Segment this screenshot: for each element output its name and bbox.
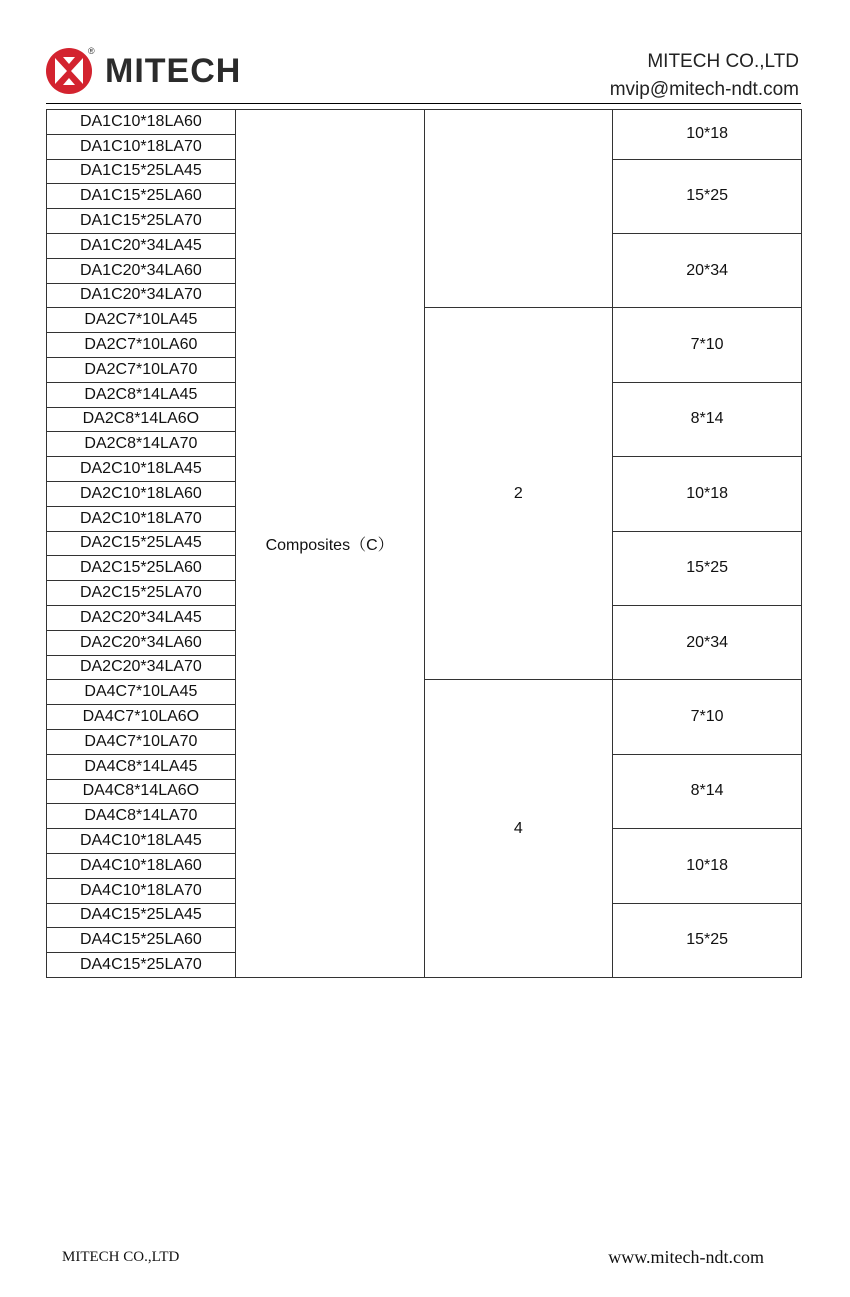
- model-cell: DA4C15*25LA70: [47, 953, 236, 978]
- model-cell: DA2C20*34LA70: [47, 655, 236, 680]
- model-cell: DA2C10*18LA70: [47, 506, 236, 531]
- table-row: [47, 110, 802, 135]
- model-cell: DA1C20*34LA45: [47, 233, 236, 258]
- model-cell: DA2C10*18LA45: [47, 457, 236, 482]
- table-row: [47, 308, 802, 333]
- size-cell: 7*10: [613, 308, 802, 382]
- footer-company-name: MITECH CO.,LTD: [62, 1249, 180, 1265]
- size-cell: 7*10: [613, 680, 802, 754]
- model-cell: DA4C7*10LA45: [47, 680, 236, 705]
- model-cell: DA2C15*25LA45: [47, 531, 236, 556]
- size-cell: 8*14: [613, 754, 802, 828]
- page-header: [0, 0, 850, 104]
- model-cell: DA1C10*18LA60: [47, 110, 236, 135]
- model-cell: DA2C20*34LA60: [47, 630, 236, 655]
- model-cell: DA4C7*10LA6O: [47, 705, 236, 730]
- model-cell: DA4C15*25LA60: [47, 928, 236, 953]
- header-email: mvip@mitech-ndt.com: [609, 79, 799, 100]
- model-cell: DA1C15*25LA70: [47, 209, 236, 234]
- model-cell: DA4C7*10LA70: [47, 729, 236, 754]
- model-cell: DA4C10*18LA45: [47, 829, 236, 854]
- model-cell: DA2C15*25LA70: [47, 581, 236, 606]
- element-count-cell: 2: [424, 308, 613, 680]
- element-count-cell: 4: [424, 680, 613, 978]
- size-cell: 15*25: [613, 903, 802, 977]
- model-cell: DA2C15*25LA60: [47, 556, 236, 581]
- size-cell: 15*25: [613, 159, 802, 233]
- model-cell: DA1C20*34LA70: [47, 283, 236, 308]
- mitech-logo-icon: [45, 47, 93, 95]
- footer-website: www.mitech-ndt.com: [608, 1247, 764, 1267]
- header-divider: [46, 103, 801, 104]
- model-cell: DA4C8*14LA45: [47, 754, 236, 779]
- size-cell: 10*18: [613, 457, 802, 531]
- size-cell: 8*14: [613, 382, 802, 456]
- company-logo: [45, 46, 241, 96]
- model-cell: DA4C10*18LA70: [47, 878, 236, 903]
- probe-spec-table: [46, 109, 802, 978]
- header-company-name: MITECH CO.,LTD: [647, 51, 799, 72]
- size-cell: 15*25: [613, 531, 802, 605]
- model-cell: DA2C7*10LA45: [47, 308, 236, 333]
- model-cell: DA4C8*14LA6O: [47, 779, 236, 804]
- size-cell: 10*18: [613, 110, 802, 160]
- element-count-cell: [424, 110, 613, 308]
- model-cell: DA2C10*18LA60: [47, 481, 236, 506]
- model-cell: DA2C20*34LA45: [47, 605, 236, 630]
- logo-wordmark: MITECH: [105, 52, 242, 90]
- model-cell: DA1C10*18LA70: [47, 134, 236, 159]
- model-cell: DA1C15*25LA45: [47, 159, 236, 184]
- model-cell: DA2C7*10LA60: [47, 333, 236, 358]
- model-cell: DA1C15*25LA60: [47, 184, 236, 209]
- model-cell: DA1C20*34LA60: [47, 258, 236, 283]
- model-cell: DA2C8*14LA6O: [47, 407, 236, 432]
- size-cell: 20*34: [613, 605, 802, 679]
- size-cell: 20*34: [613, 233, 802, 307]
- material-cell: Composites（C）: [235, 110, 424, 978]
- model-cell: DA4C10*18LA60: [47, 853, 236, 878]
- registered-mark: ®: [88, 46, 95, 56]
- model-cell: DA2C8*14LA70: [47, 432, 236, 457]
- model-cell: DA4C8*14LA70: [47, 804, 236, 829]
- model-cell: DA2C8*14LA45: [47, 382, 236, 407]
- model-cell: DA2C7*10LA70: [47, 357, 236, 382]
- size-cell: 10*18: [613, 829, 802, 903]
- table-row: [47, 680, 802, 705]
- model-cell: DA4C15*25LA45: [47, 903, 236, 928]
